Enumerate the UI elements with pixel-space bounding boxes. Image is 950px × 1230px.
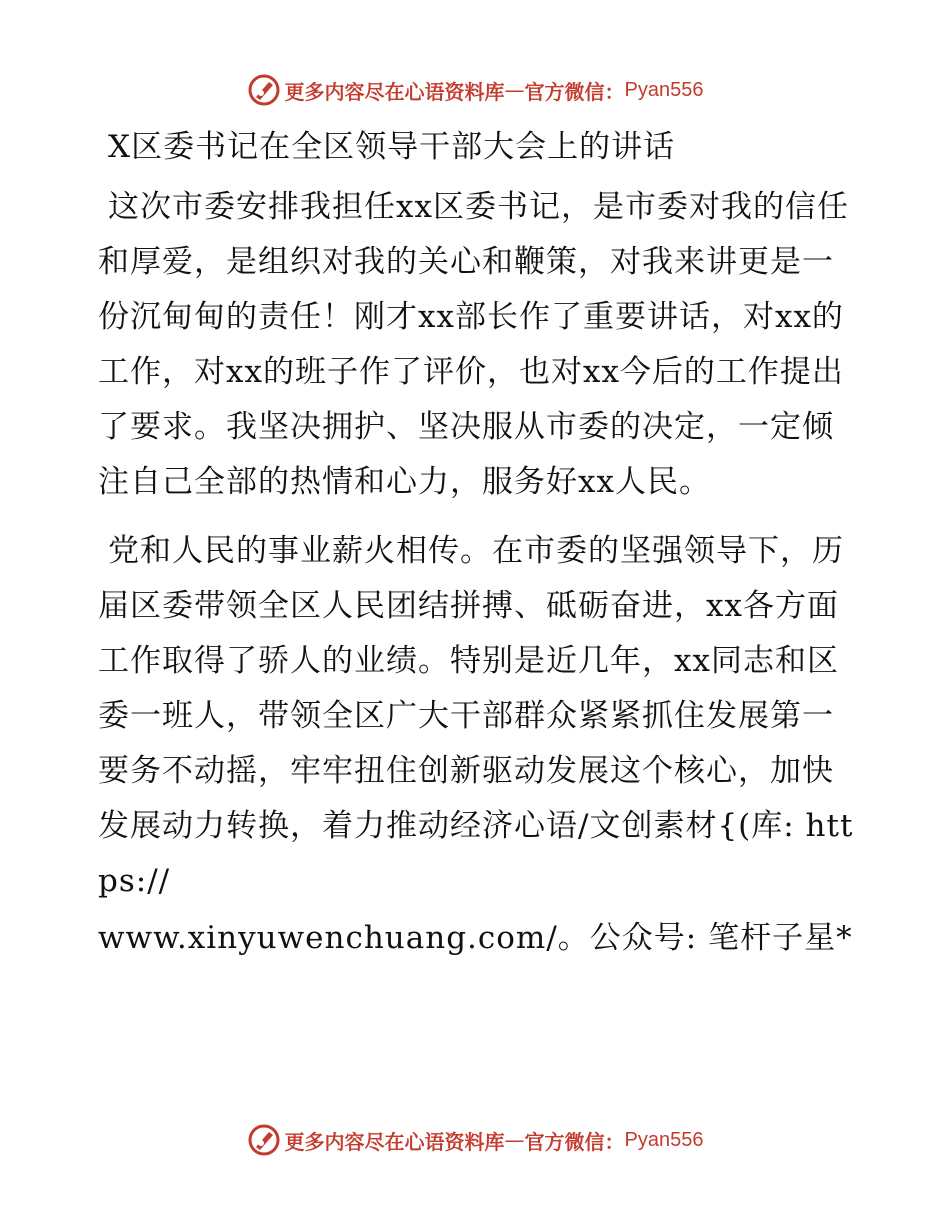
paragraph-1: 这次市委安排我担任xx区委书记，是市委对我的信任和厚爱，是组织对我的关心和鞭策，对我来讲更是一份沉甸甸的责任！刚才xx部长作了重要讲话，对xx的工作，对xx的班子作了评价，也对xx今后的工作提出了要求。我坚决拥护、坚决服从市委的决定，一定倾注自己全部的热情和心力，服务好xx人民。 <box>98 189 849 500</box>
pen-logo-icon <box>247 73 281 107</box>
document-body <box>98 122 858 980</box>
banner-separator: — <box>504 78 525 102</box>
pen-logo-icon <box>247 1123 281 1157</box>
paragraph-2-tail: www.xinyuwenchuang.com/。公众号: 笔杆子星* <box>98 920 853 956</box>
footer-watermark-banner <box>0 1120 950 1160</box>
banner-text: 更多内容尽在心语资料库 <box>284 79 505 104</box>
banner-separator: — <box>504 1128 525 1152</box>
banner-label: 官方微信： <box>524 79 625 104</box>
banner-label: 官方微信： <box>524 1129 625 1154</box>
banner-text: 更多内容尽在心语资料库 <box>284 1129 505 1154</box>
banner-wechat-id: Pyan556 <box>624 78 704 101</box>
paragraph-2: 党和人民的事业薪火相传。在市委的坚强领导下，历届区委带领全区人民团结拼搏、砥砺奋进，xx各方面工作取得了骄人的业绩。特别是近几年，xx同志和区委一班人，带领全区广大干部群众紧紧抓住发展第一要务不动摇，牢牢扭住创新驱动发展这个核心，加快发展动力转换，着力推动经济心语/文创素材{(库: https:// <box>98 533 854 899</box>
document-title: X区委书记在全区领导干部大会上的讲话 <box>108 129 676 165</box>
banner-wechat-id: Pyan556 <box>624 1128 704 1151</box>
header-watermark-banner <box>0 70 950 110</box>
